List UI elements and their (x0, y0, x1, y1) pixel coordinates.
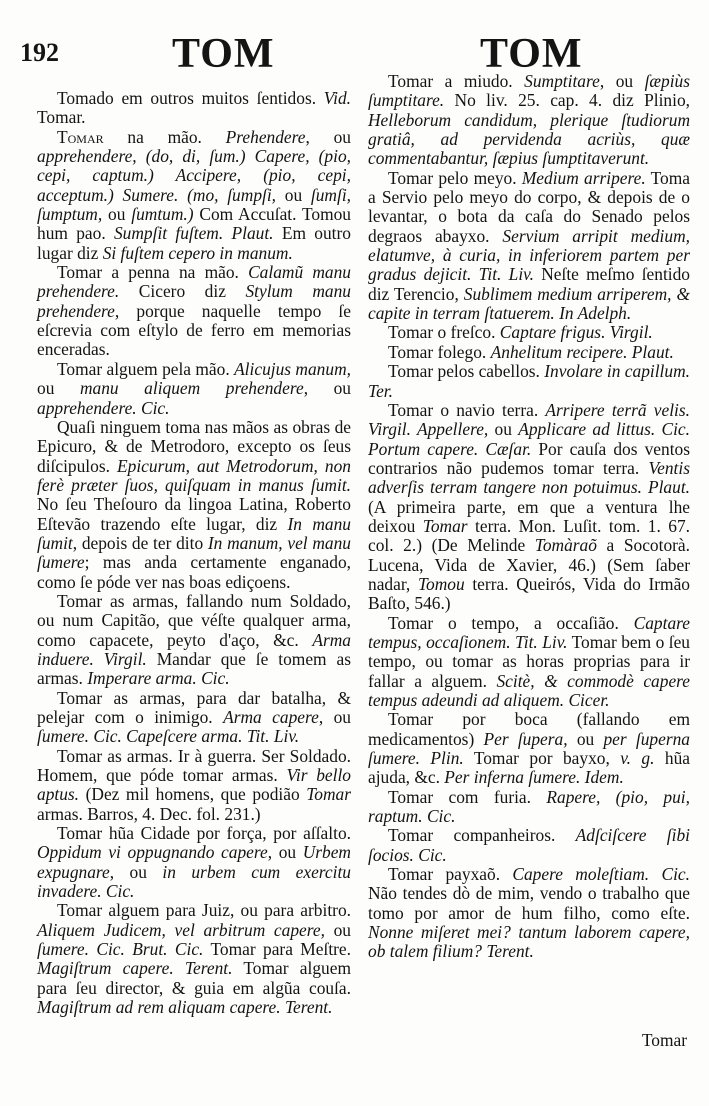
dictionary-entry (37, 824, 351, 901)
portuguese-text: Não tendes dò de mim, vendo o trabalho que tomo por amor de hum filho, como eſte. (368, 883, 690, 923)
portuguese-text: Cicero diz (119, 281, 246, 302)
portuguese-text: armas. Barros, 4. Dec. fol. 231.) (37, 803, 261, 824)
dictionary-entry (368, 72, 690, 169)
portuguese-text: Tomar pelo meyo. (388, 167, 522, 188)
portuguese-text: Neſte meſmo ſentido diz Terencio, (368, 264, 690, 304)
latin-text: In manu ſumit (37, 513, 352, 553)
portuguese-text: ; mas anda certamente enganado, como ſe póde ver nas boas ediçoens. (37, 552, 351, 592)
portuguese-text: Tomado em outros muitos ſentidos. (57, 88, 324, 108)
portuguese-text: Tomar as armas, para dar batalha, & pelejar com o inimigo. (37, 687, 351, 727)
portuguese-text: Tomar a penna na mão. (57, 262, 249, 283)
latin-text: Helleborum candidum, plerique ſtudiorum gratiâ, ad pervidenda acriùs, quæ commentabantur, ſæpius ſumptitaverunt. (368, 109, 690, 169)
latin-text: Per ſupera, (483, 728, 568, 749)
dictionary-entry (368, 788, 690, 827)
portuguese-text: Tomar bem o ſeu tempo, ou tomar as horas proprias para ir fallar a alguem. (368, 631, 690, 691)
latin-text: Vir bello aptus. (37, 765, 351, 805)
dictionary-entry (37, 901, 351, 1017)
latin-text: v. g. (620, 748, 655, 769)
portuguese-text: (Dez mil homens, que podião (79, 784, 307, 805)
latin-text: Stylum manu prehendere (37, 281, 351, 321)
portuguese-text: Tomar hũa Cidade por força, por aſſalto. (57, 823, 351, 844)
latin-text: Scitè, & commodè capere tempus adeundi ad aliquem. Cicer. (368, 670, 691, 710)
latin-text: Per inferna ſumere. Idem. (444, 767, 624, 788)
portuguese-text: Tomar o tempo, a occaſião. (388, 612, 634, 633)
latin-text: Magiſtrum ad rem aliquam capere. Terent. (37, 997, 333, 1018)
dictionary-entry (368, 826, 690, 865)
portuguese-text: , ou (303, 378, 351, 399)
portuguese-text: Tomar a miudo. (388, 71, 525, 91)
dictionary-entry (368, 343, 690, 362)
dictionary-entry (368, 169, 690, 324)
latin-text: Nonne miſeret mei? tantum laborem capere, ob talem filium? Terent. (368, 922, 690, 962)
portuguese-text: Tomar as armas. Ir à guerra. Ser Soldado. Homem, que póde tomar armas. (37, 745, 351, 786)
portuguese-text: Tomar (57, 126, 104, 147)
portuguese-text: , depois de ter dito (72, 532, 208, 553)
latin-text: Tomar (422, 515, 468, 536)
dictionary-entry (37, 592, 351, 689)
portuguese-text: Tomar alguem para Juiz, ou para arbitro. (57, 900, 351, 921)
latin-text: Arma induere. Virgil. (37, 629, 351, 669)
latin-text: apprehendere. Cic. (37, 397, 170, 418)
portuguese-text: , ou (599, 71, 645, 91)
latin-text: Epicurum, aut Metrodorum, non ferè præter ſuos, quiſquam in manus ſumit. (37, 455, 351, 495)
latin-text: ſæpiùs ſumptitare. (368, 71, 690, 111)
latin-text: Applicare ad littus. Cic. Portum capere. Cæſar. (368, 419, 691, 459)
dictionary-entry (368, 323, 690, 342)
latin-text: Involare in capillum. Ter. (368, 361, 690, 401)
latin-text: Medium arripere. (521, 167, 646, 188)
latin-text: Alicujus manum, (234, 358, 351, 379)
running-head-left: TOM (172, 31, 275, 77)
latin-text: ſumere. Cic. Capeſcere arma. Tit. Liv. (37, 726, 300, 747)
portuguese-text: No liv. 25. cap. 4. diz Plinio, (444, 90, 690, 111)
portuguese-text: Tomar o navio terra. (388, 399, 546, 420)
portuguese-text: , ou (318, 707, 352, 727)
latin-text: Captare frigus. Virgil. (499, 322, 653, 343)
portuguese-text: terra. Mon. Luſit. tom. 1. 67. col. 2.) (De Melinde (368, 515, 690, 556)
portuguese-text: Tomar companheiros. (388, 825, 576, 846)
dictionary-entry (368, 362, 690, 401)
dictionary-entry (37, 89, 351, 128)
portuguese-text: Com Accuſat. Tomou hum pao. (37, 204, 351, 244)
latin-text: Sumptitare (524, 71, 600, 91)
latin-text: ſumſi, ſumptum, (37, 184, 352, 225)
latin-text: Oppidum vi oppugnando capere (37, 842, 268, 863)
latin-text: Calamũ manu prehendere. (37, 262, 351, 302)
latin-text: Urbem expugnare (37, 842, 351, 882)
portuguese-text: Tomar por bayxo, (463, 748, 621, 769)
portuguese-text: Tomar folego. (388, 341, 491, 362)
portuguese-text: ou (488, 419, 519, 440)
dictionary-entry (37, 418, 351, 592)
portuguese-text: (A primeira parte, em que a ventura lhe deixou (368, 496, 690, 536)
latin-text: Si fuſtem cepero in manum. (102, 242, 293, 263)
latin-text: Magiſtrum capere. Terent. (37, 958, 233, 979)
portuguese-text: a Socotorà. Lucena, Vida de Xavier, 46.) (Sem ſaber nadar, (368, 535, 690, 594)
portuguese-text: ou (324, 919, 351, 940)
latin-text: Tomou (417, 573, 465, 594)
portuguese-text: Tomar payxaõ. (388, 864, 513, 885)
latin-text: Tomàraõ (534, 535, 597, 556)
latin-text: in urbem cum exercitu invadere. Cic. (37, 861, 351, 902)
latin-text: Prehendere (225, 126, 306, 147)
portuguese-text: Em outro lugar diz (37, 223, 351, 263)
latin-text: In manum, vel manu ſumere (37, 532, 351, 573)
portuguese-text: Tomar as armas, fallando num Soldado, ou num Capitão, que véſte qualquer arma, como capacete, peyto d'aço, &c. (37, 590, 351, 650)
page-number: 192 (20, 38, 59, 67)
latin-text: Anhelitum recipere. Plaut. (490, 341, 674, 362)
latin-text: ſumtum.) (131, 204, 194, 225)
dictionary-entry (368, 401, 690, 614)
portuguese-text: , ou (267, 842, 303, 863)
dictionary-entry (368, 614, 690, 711)
portuguese-text: , ou (109, 861, 163, 882)
latin-text: Vid. (323, 88, 351, 108)
right-column (368, 72, 690, 962)
portuguese-text: ou (567, 728, 604, 749)
portuguese-text: Toma a Servio pelo meyo do corpo, & depois de o levantar, o bota da caſa do Senado pelos degraos abayxo. (368, 167, 691, 246)
portuguese-text: , porque naquelle tempo ſe eſcrevia com eſtylo de ferro em memorias enceradas. (37, 300, 351, 360)
portuguese-text: No ſeu Theſouro da lingoa Latina, Roberto Eſtevão trazendo eſte lugar, diz (37, 494, 351, 534)
latin-text: apprehendere, (do, di, ſum.) Capere, (pio, cepi, captum.) Accipere, (pio, cepi, acceptum.) Sumere. (mo, ſumpſi, (37, 146, 351, 205)
portuguese-text: terra. Queirós, Vida do Irmão Baſto, 546.) (368, 573, 690, 614)
portuguese-text: Tomar o freſco. (388, 322, 500, 343)
portuguese-text: Tomar. (37, 107, 86, 128)
portuguese-text: Tomar alguem para ſeu director, & guia em algũa couſa. (37, 958, 351, 998)
portuguese-text: ou (102, 204, 132, 225)
latin-text: Arripere terrã velis. Virgil. Appellere, (368, 399, 690, 440)
latin-text: Captare tempus, occaſionem. Tit. Liv. (368, 612, 690, 652)
latin-text: Tomar (306, 784, 351, 805)
running-head-right: TOM (480, 31, 583, 77)
dictionary-entry (37, 747, 351, 824)
portuguese-text: Tomar pelos cabellos. (388, 361, 545, 382)
portuguese-text: Por cauſa dos ventos contrarios não pudemos tomar terra. (368, 438, 690, 478)
portuguese-text: , ou (305, 126, 351, 147)
portuguese-text: Tomar por boca (fallando em medicamentos) (368, 709, 690, 749)
dictionary-entry (37, 128, 351, 263)
latin-text: per ſuperna ſumere. Plin. (368, 728, 690, 769)
latin-text: Sublimem medium arriperem, & capite in terram ſtatuerem. In Adelph. (368, 283, 690, 324)
latin-text: Sumpſit fuſtem. Plaut. (113, 223, 274, 244)
portuguese-text: Tomar alguem pela mão. (57, 358, 235, 379)
portuguese-text: Tomar para Meſtre. (203, 939, 352, 960)
latin-text: Aliquem Judicem, vel arbitrum capere, (37, 919, 325, 940)
latin-text: Servium arripit medium, elatumve, à curia, in inferiorem partem per gradus dejicit. Tit. Liv. (368, 225, 690, 285)
dictionary-entry (368, 710, 690, 787)
dictionary-entry (37, 689, 351, 747)
portuguese-text: ou (276, 184, 311, 205)
latin-text: Adſciſcere ſibi ſocios. Cic. (368, 825, 690, 865)
portuguese-text: na mão. (103, 126, 226, 147)
portuguese-text: Mandar que ſe tomem as armas. (37, 648, 351, 689)
portuguese-text: Tomar com furia. (388, 786, 547, 807)
latin-text: Imperare arma. Cic. (87, 668, 230, 689)
latin-text: Capere moleſtiam. Cic. (512, 864, 690, 885)
dictionary-entry (368, 865, 690, 962)
latin-text: Rapere, (pio, pui, raptum. Cic. (368, 786, 690, 827)
portuguese-text: Quaſi ninguem toma nas mãos as obras de Epicuro, & de Metrodoro, excepto os ſeus diſcipulos. (37, 416, 351, 476)
catchword: Tomar (641, 1030, 687, 1050)
latin-text: Arma capere (223, 707, 319, 727)
portuguese-text: ou (37, 378, 80, 399)
latin-text: Ventis adverſis terram tangere non potuimus. Plaut. (368, 457, 690, 498)
portuguese-text: hũa ajuda, &c. (368, 748, 690, 788)
latin-text: manu aliquem prehendere (79, 378, 304, 399)
left-column (37, 89, 351, 1018)
dictionary-entry (37, 360, 351, 418)
latin-text: ſumere. Cic. Brut. Cic. (37, 939, 204, 960)
dictionary-entry (37, 263, 351, 360)
